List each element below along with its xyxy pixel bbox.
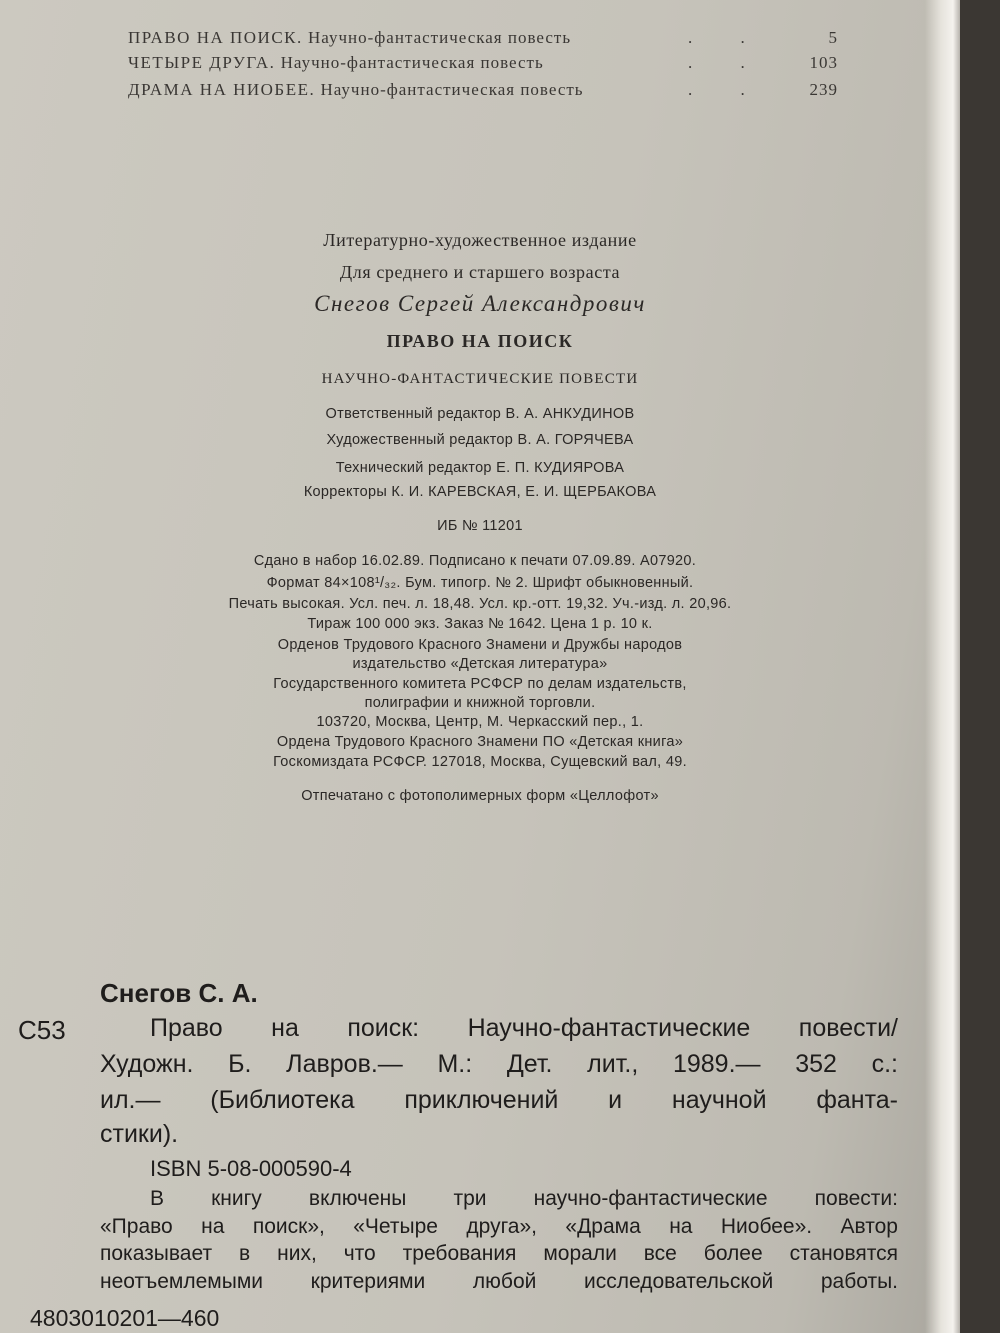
toc-entry: [128, 80, 838, 102]
edition-type: Литературно-художественное издание: [323, 230, 637, 250]
print-detail-line: Тираж 100 000 экз. Заказ № 1642. Цена 1 р. 10 к.: [307, 616, 653, 632]
toc-title: ЧЕТЫРЕ ДРУГА.: [128, 53, 276, 72]
print-detail-line: Формат 84×108¹/₃₂. Бум. типогр. № 2. Шрифт обыкновенный.: [266, 575, 694, 591]
print-detail-line: Печать высокая. Усл. печ. л. 18,48. Усл. кр.-отт. 19,32. Уч.-изд. л. 20,96.: [228, 596, 732, 612]
toc-dots: . .: [688, 28, 767, 47]
toc-page: 103: [809, 53, 838, 72]
print-detail-line: Ордена Трудового Красного Знамени ПО «Детская книга»: [276, 734, 684, 750]
toc-dots: . .: [688, 80, 767, 99]
print-detail-line: Орденов Трудового Красного Знамени и Дружбы народов: [277, 637, 683, 653]
catalog-author: Снегов С. А.: [100, 978, 258, 1008]
toc-genre: Научно-фантастическая повесть: [320, 80, 584, 99]
toc-genre: Научно-фантастическая повесть: [308, 28, 572, 47]
bottom-catalog-code: 4803010201—460: [30, 1305, 220, 1331]
editor-line: Художественный редактор В. А. ГОРЯЧЕВА: [326, 432, 634, 448]
toc-genre: Научно-фантастическая повесть: [280, 53, 544, 72]
toc-page: 5: [828, 28, 838, 47]
editor-line: Ответственный редактор В. А. АНКУДИНОВ: [325, 406, 635, 422]
print-detail-line: Государственного комитета РСФСР по делам издательств,: [273, 676, 687, 692]
editor-line: Технический редактор Е. П. КУДИЯРОВА: [335, 460, 625, 476]
book-subtitle: НАУЧНО-ФАНТАСТИЧЕСКИЕ ПОВЕСТИ: [321, 371, 639, 387]
catalog-description-line: стики).: [100, 1120, 179, 1148]
catalog-description-line: ил.— (Библиотека приключений и научной фанта-: [100, 1086, 898, 1114]
annotation-line: «Право на поиск», «Четыре друга», «Драма на Ниобее». Автор: [100, 1215, 898, 1238]
printed-from: Отпечатано с фотополимерных форм «Целлофот»: [301, 788, 659, 804]
print-detail-line: Сдано в набор 16.02.89. Подписано к печати 07.09.89. А07920.: [253, 553, 697, 569]
toc-title: ДРАМА НА НИОБЕЕ.: [128, 80, 316, 99]
author-full-name: Снегов Сергей Александрович: [314, 291, 646, 316]
editor-line: Корректоры К. И. КАРЕВСКАЯ, Е. И. ЩЕРБАКОВА: [303, 484, 657, 500]
age-group: Для среднего и старшего возраста: [339, 262, 621, 282]
book-title: ПРАВО НА ПОИСК: [386, 331, 574, 351]
annotation-line: показывает в них, что требования морали все более становятся: [100, 1242, 898, 1265]
print-detail-line: полиграфии и книжной торговли.: [364, 695, 596, 711]
toc-entry: [128, 53, 838, 75]
print-detail-line: 103720, Москва, Центр, М. Черкасский пер., 1.: [316, 714, 644, 730]
catalog-description-line: Художн. Б. Лавров.— М.: Дет. лит., 1989.— 352 с.:: [100, 1050, 898, 1078]
catalog-code: С53: [18, 1015, 66, 1045]
catalog-description-line: Право на поиск: Научно-фантастические повести/: [150, 1014, 898, 1042]
toc-title: ПРАВО НА ПОИСК.: [128, 28, 303, 47]
annotation-line: неотъемлемыми критериями любой исследовательской работы.: [100, 1270, 898, 1293]
toc-entry: [128, 28, 838, 50]
print-detail-line: Госкомиздата РСФСР. 127018, Москва, Сущевский вал, 49.: [273, 754, 687, 770]
annotation-line: В книгу включены три научно-фантастические повести:: [150, 1187, 898, 1210]
toc-page: 239: [809, 80, 838, 99]
toc-dots: . .: [688, 53, 767, 72]
isbn: ISBN 5-08-000590-4: [150, 1156, 352, 1181]
ib-number: ИБ № 11201: [437, 518, 523, 534]
print-detail-line: издательство «Детская литература»: [352, 656, 608, 672]
